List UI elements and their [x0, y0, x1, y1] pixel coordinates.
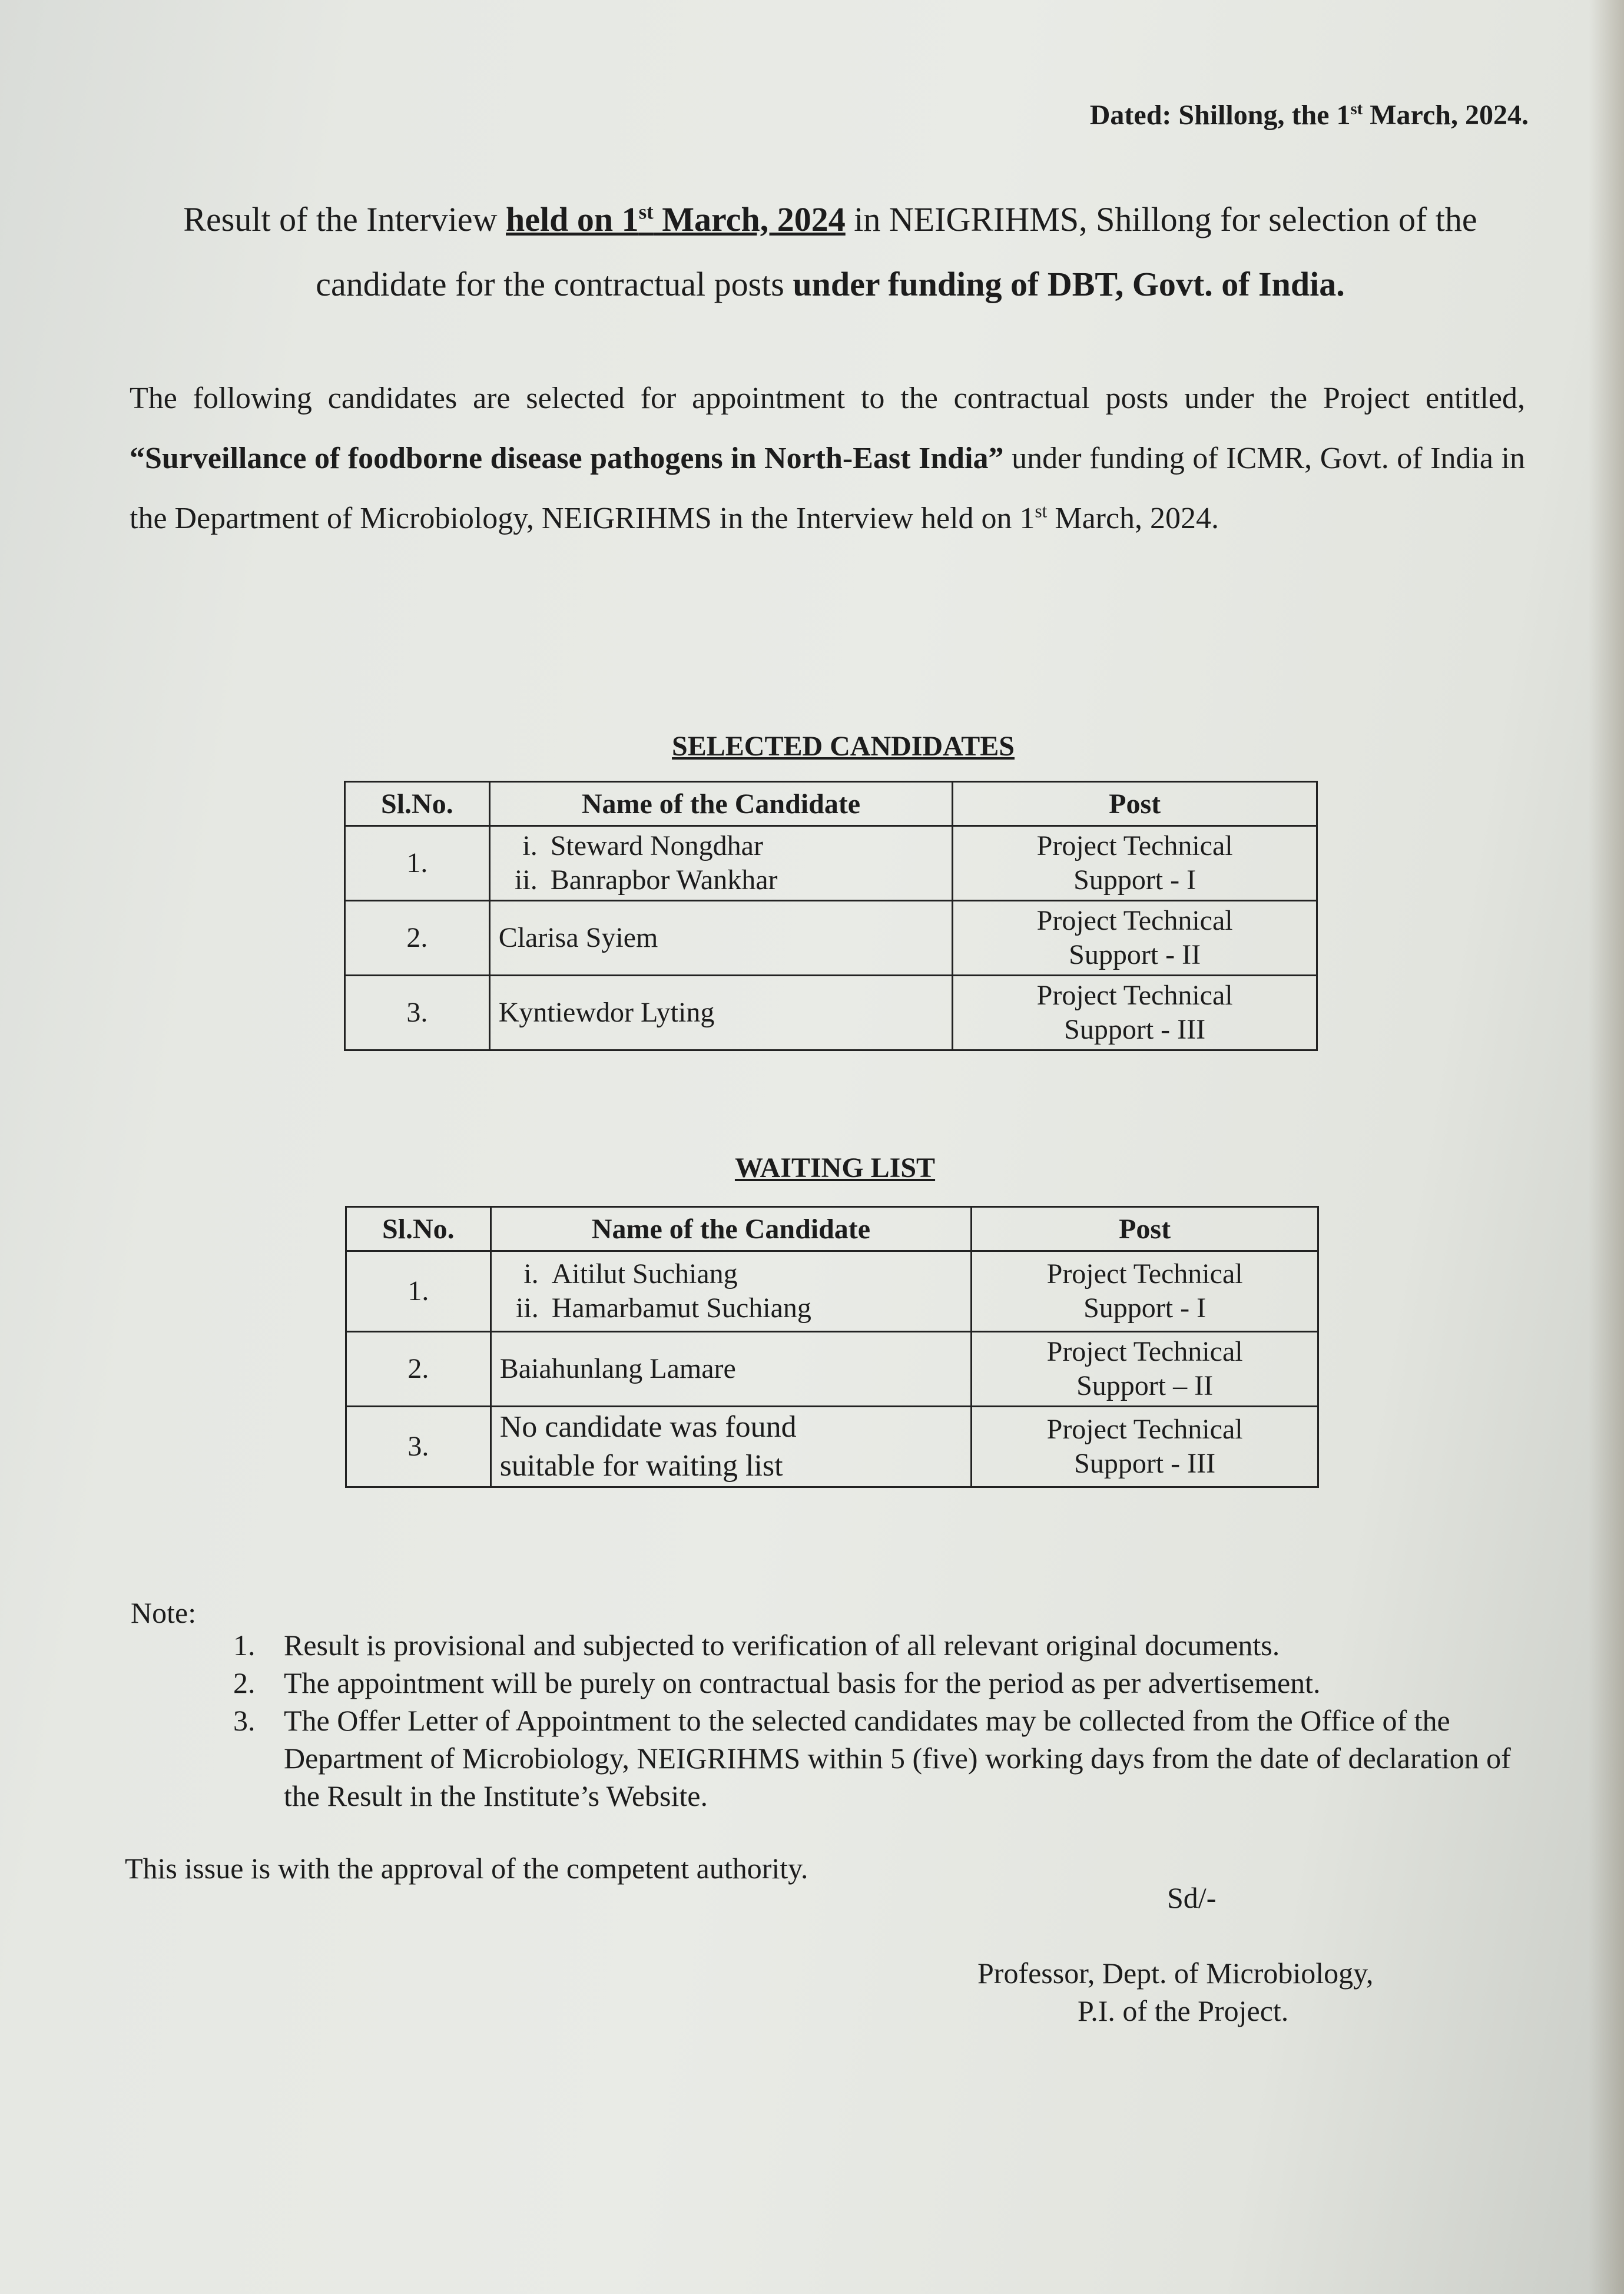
- signatory-role: P.I. of the Project.: [1078, 1994, 1289, 2027]
- list-item: 1. Result is provisional and subjected to verification of all relevant original documents.: [233, 1629, 1280, 1662]
- name-cell: i. Aitilut Suchiang ii. Hamarbamut Suchiang: [490, 1251, 972, 1332]
- table-row: [346, 1407, 1318, 1487]
- list-item: 3. The Offer Letter of Appointment to the selected candidates may be collected from the Office of the Department of Microbiology, NEIGRIHMS within 5 (five) working days from the date of declaration of the Result in the Institute’s Website.: [233, 1704, 1511, 1812]
- name-cell: Baiahunlang Lamare: [490, 1332, 972, 1407]
- table-row: [345, 901, 1317, 976]
- name-cell: No candidate was found suitable for waiting list: [490, 1407, 972, 1487]
- header-name: Name of the Candidate: [490, 1207, 972, 1251]
- post-cell: Project Technical Support - III: [972, 1407, 1318, 1487]
- table-row: [345, 826, 1317, 901]
- note-label: Note:: [131, 1596, 197, 1629]
- sl-cell: 3.: [345, 976, 490, 1050]
- signature-sd: Sd/-: [1167, 1881, 1217, 1914]
- page-shadow-edge: [1589, 0, 1624, 2294]
- notes-list: [233, 1626, 1540, 1815]
- header-post: Post: [953, 782, 1317, 826]
- list-item: 2. The appointment will be purely on contractual basis for the period as per advertisement.: [233, 1666, 1321, 1699]
- name-cell: Kyntiewdor Lyting: [489, 976, 953, 1050]
- waiting-list-table: [345, 1206, 1319, 1488]
- table-header-row: [345, 782, 1317, 826]
- selected-candidates-table: [344, 781, 1318, 1051]
- approval-statement: This issue is with the approval of the competent authority.: [125, 1852, 808, 1885]
- sl-cell: 2.: [345, 901, 490, 976]
- interview-date: held on 1st March, 2024: [506, 200, 846, 238]
- table-header-row: [346, 1207, 1318, 1251]
- project-title: “Surveillance of foodborne disease pathogens in North-East India”: [130, 442, 1004, 475]
- header-post: Post: [972, 1207, 1318, 1251]
- sl-cell: 1.: [346, 1251, 491, 1332]
- header-slno: Sl.No.: [346, 1207, 491, 1251]
- waiting-list-title: WAITING LIST: [734, 1152, 936, 1184]
- post-cell: Project Technical Support - III: [953, 976, 1317, 1050]
- post-cell: Project Technical Support - I: [953, 826, 1317, 901]
- sl-cell: 2.: [346, 1332, 491, 1407]
- table-row: [345, 976, 1317, 1050]
- post-cell: Project Technical Support – II: [972, 1332, 1318, 1407]
- sl-cell: 3.: [346, 1407, 491, 1487]
- result-heading: Result of the Interview held on 1st March, 2024 in NEIGRIHMS, Shillong for selection of the candidate for the contractual posts under funding of DBT, Govt. of India.: [183, 200, 1477, 303]
- date-line: Dated: Shillong, the 1st March, 2024.: [1089, 100, 1529, 131]
- selected-candidates-title: SELECTED CANDIDATES: [672, 731, 1015, 762]
- intro-paragraph: The following candidates are selected for appointment to the contractual posts under the Project entitled, “Surveillance of foodborne disease pathogens in North-East India” under funding of ICMR, Govt. of India in the Department of Microbiology, NEIGRIHMS in the Interview held on 1st March, 2024.: [130, 382, 1525, 535]
- post-cell: Project Technical Support - II: [953, 901, 1317, 976]
- name-cell: i. Steward Nongdhar ii. Banrapbor Wankhar: [489, 826, 953, 901]
- post-cell: Project Technical Support - I: [972, 1251, 1318, 1332]
- sl-cell: 1.: [345, 826, 490, 901]
- signatory-designation: Professor, Dept. of Microbiology,: [977, 1957, 1374, 1990]
- header-name: Name of the Candidate: [489, 782, 953, 826]
- table-row: [346, 1332, 1318, 1407]
- header-slno: Sl.No.: [345, 782, 490, 826]
- table-row: [346, 1251, 1318, 1332]
- name-cell: Clarisa Syiem: [489, 901, 953, 976]
